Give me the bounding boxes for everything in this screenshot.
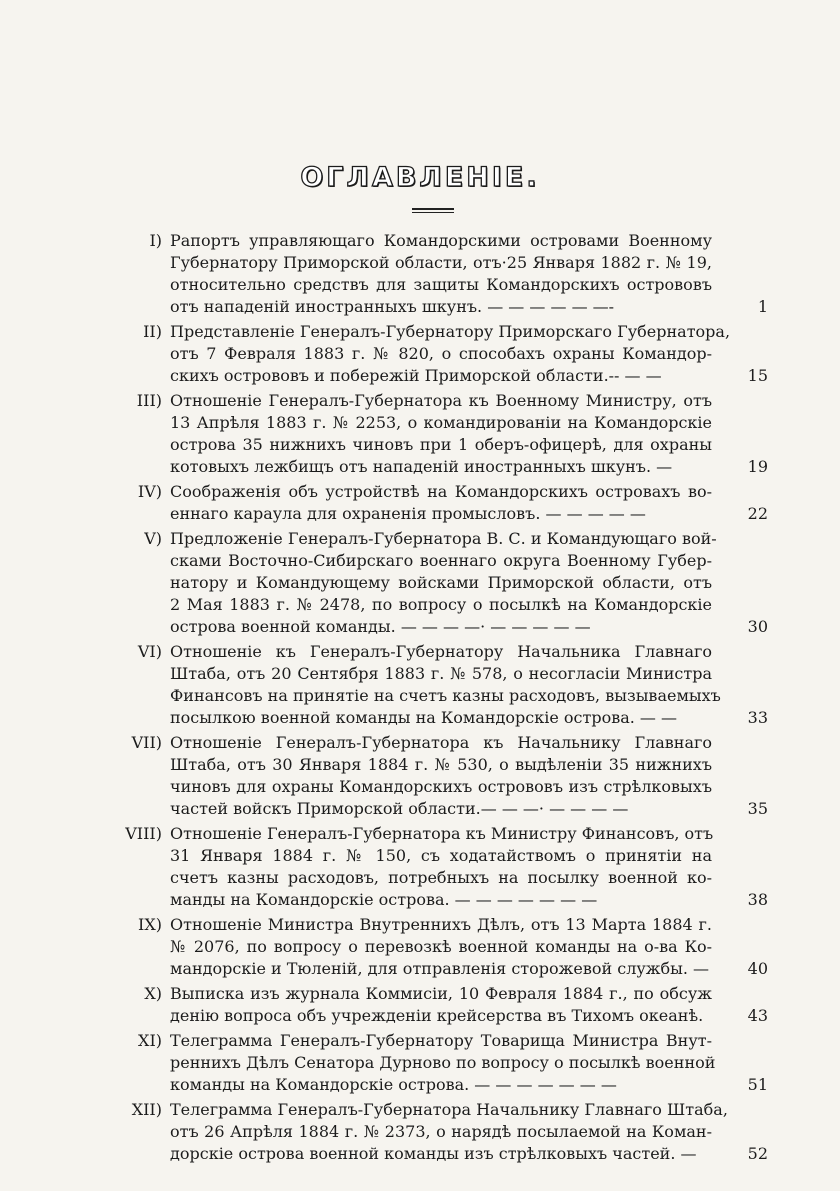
entry-text <box>170 1030 716 1096</box>
entry-line: Рапортъ управляющаго Командорскими островами Военному <box>170 231 712 250</box>
entry-line: чиновъ для охраны Командорскихъ острововъ изъ стрѣлковыхъ <box>170 777 712 796</box>
entry-line: Губернатору Приморской области, отъ·25 Января 1882 г. № 19, <box>170 253 712 272</box>
entry-line: отъ 26 Апрѣля 1884 г. № 2373, о нарядѣ посылаемой на Коман- <box>170 1122 712 1141</box>
entry-line: Соображенія объ устройствѣ на Командорскихъ островахъ во- <box>170 482 712 501</box>
entry-number: II) <box>143 322 162 341</box>
entry-line: острова военной команды. — — — —· — — — — — <box>170 617 591 636</box>
entry-page-number: 51 <box>747 1075 768 1094</box>
entry-number: VII) <box>131 733 162 752</box>
entry-number: XI) <box>138 1031 162 1050</box>
entry-page-number: 35 <box>747 799 768 818</box>
entry-text <box>170 914 712 980</box>
entry-text <box>170 823 712 911</box>
entry-line: Предложеніе Генералъ-Губернатора В. С. и Командующаго вой- <box>170 529 717 548</box>
entry-line: сками Восточно-Сибирскаго военнаго округа Военному Губер- <box>170 551 712 570</box>
entry-line: натору и Командующему войсками Приморской области, отъ <box>170 573 712 592</box>
toc-entry <box>0 641 840 729</box>
entry-number: I) <box>149 231 162 250</box>
entry-line: котовыхъ лежбищъ отъ нападеній иностранныхъ шкунъ. — <box>170 457 673 476</box>
page-title: ОГЛАВЛЕНІЕ. <box>300 162 540 193</box>
entry-line: Представленіе Генералъ-Губернатору Приморскаго Губернатора, <box>170 322 731 341</box>
entry-line: отъ 7 Февраля 1883 г. № 820, о способахъ охраны Командор- <box>170 344 712 363</box>
entry-page-number: 40 <box>747 959 768 978</box>
entry-line: 13 Апрѣля 1883 г. № 2253, о командированіи на Командорскіе <box>170 413 712 432</box>
entry-number: IV) <box>137 482 162 501</box>
entry-text <box>170 528 717 638</box>
toc-entry <box>0 1099 840 1165</box>
table-of-contents <box>0 230 840 1168</box>
entry-line: посылкою военной команды на Командорскіе острова. — — <box>170 708 678 727</box>
entry-line: Отношеніе Генералъ-Губернатора къ Начальнику Главнаго <box>170 733 712 752</box>
entry-number: X) <box>144 984 162 1003</box>
entry-line: Отношеніе Генералъ-Губернатора къ Военному Министру, отъ <box>170 391 712 410</box>
entry-number: VIII) <box>125 824 162 843</box>
entry-line: № 2076, по вопросу о перевозкѣ военной команды на о-ва Ко- <box>170 937 712 956</box>
toc-entry <box>0 230 840 318</box>
toc-entry <box>0 390 840 478</box>
entry-line: Отношеніе Генералъ-Губернатора къ Министру Финансовъ, отъ <box>170 824 714 843</box>
entry-line: частей войскъ Приморской области.— — —· — — — — <box>170 799 629 818</box>
toc-entry <box>0 823 840 911</box>
toc-entry <box>0 1030 840 1096</box>
entry-line: 31 Января 1884 г. № 150, съ ходатайствомъ о принятіи на <box>170 846 712 865</box>
entry-line: Телеграмма Генералъ-Губернатора Начальнику Главнаго Штаба, <box>170 1100 728 1119</box>
entry-line: 2 Мая 1883 г. № 2478, по вопросу о посылкѣ на Командорскіе <box>170 595 712 614</box>
toc-entry <box>0 481 840 525</box>
entry-line: счетъ казны расходовъ, потребныхъ на посылку военной ко- <box>170 868 712 887</box>
entry-line: манды на Командорскіе острова. — — — — — — — <box>170 890 598 909</box>
toc-entry <box>0 528 840 638</box>
entry-number: VI) <box>137 642 162 661</box>
entry-line: денію вопроса объ учрежденіи крейсерства въ Тихомъ океанѣ. <box>170 1006 704 1025</box>
entry-line: Телеграмма Генералъ-Губернатору Товарища Министра Внут- <box>170 1031 712 1050</box>
title-rule <box>412 208 454 213</box>
entry-page-number: 38 <box>747 890 768 909</box>
entry-line: Штаба, отъ 30 Января 1884 г. № 530, о выдѣленіи 35 нижнихъ <box>170 755 712 774</box>
entry-page-number: 30 <box>747 617 768 636</box>
entry-page-number: 22 <box>747 504 768 523</box>
entry-number: III) <box>136 391 162 410</box>
entry-text <box>170 1099 728 1165</box>
entry-page-number: 1 <box>757 297 768 316</box>
entry-number: IX) <box>138 915 162 934</box>
entry-text <box>170 390 712 478</box>
entry-line: еннаго караула для охраненія промысловъ. — — — — — <box>170 504 646 523</box>
toc-entry <box>0 321 840 387</box>
entry-line: Штаба, отъ 20 Сентября 1883 г. № 578, о несогласіи Министра <box>170 664 712 683</box>
entry-text <box>170 481 712 525</box>
entry-text <box>170 732 712 820</box>
entry-line: острова 35 нижнихъ чиновъ при 1 оберъ-офицерѣ, для охраны <box>170 435 712 454</box>
entry-line: Выписка изъ журнала Коммисіи, 10 Февраля 1884 г., по обсуж <box>170 984 712 1003</box>
entry-page-number: 15 <box>747 366 768 385</box>
entry-text <box>170 983 712 1027</box>
entry-page-number: 33 <box>747 708 768 727</box>
toc-entry <box>0 983 840 1027</box>
entry-line: мандорскіе и Тюленій, для отправленія сторожевой службы. — <box>170 959 710 978</box>
entry-text <box>170 321 731 387</box>
entry-line: команды на Командорскіе острова. — — — — — — — <box>170 1075 617 1094</box>
entry-page-number: 43 <box>747 1006 768 1025</box>
entry-line: относительно средствъ для защиты Командорскихъ острововъ <box>170 275 712 294</box>
entry-line: реннихъ Дѣлъ Сенатора Дурново по вопросу о посылкѣ военной <box>170 1053 716 1072</box>
entry-page-number: 19 <box>747 457 768 476</box>
toc-entry <box>0 914 840 980</box>
entry-text <box>170 641 721 729</box>
entry-line: Отношеніе Министра Внутреннихъ Дѣлъ, отъ 13 Марта 1884 г. <box>170 915 712 934</box>
toc-entry <box>0 732 840 820</box>
entry-line: дорскіе острова военной команды изъ стрѣлковыхъ частей. — <box>170 1144 697 1163</box>
entry-number: V) <box>144 529 162 548</box>
entry-line: Финансовъ на принятіе на счетъ казны расходовъ, вызываемыхъ <box>170 686 721 705</box>
entry-line: Отношеніе къ Генералъ-Губернатору Начальника Главнаго <box>170 642 712 661</box>
entry-line: отъ нападеній иностранныхъ шкунъ. — — — — — —- <box>170 297 615 316</box>
entry-line: скихъ острововъ и побережій Приморской области.-- — — <box>170 366 662 385</box>
entry-text <box>170 230 712 318</box>
entry-number: XII) <box>131 1100 162 1119</box>
entry-page-number: 52 <box>747 1144 768 1163</box>
